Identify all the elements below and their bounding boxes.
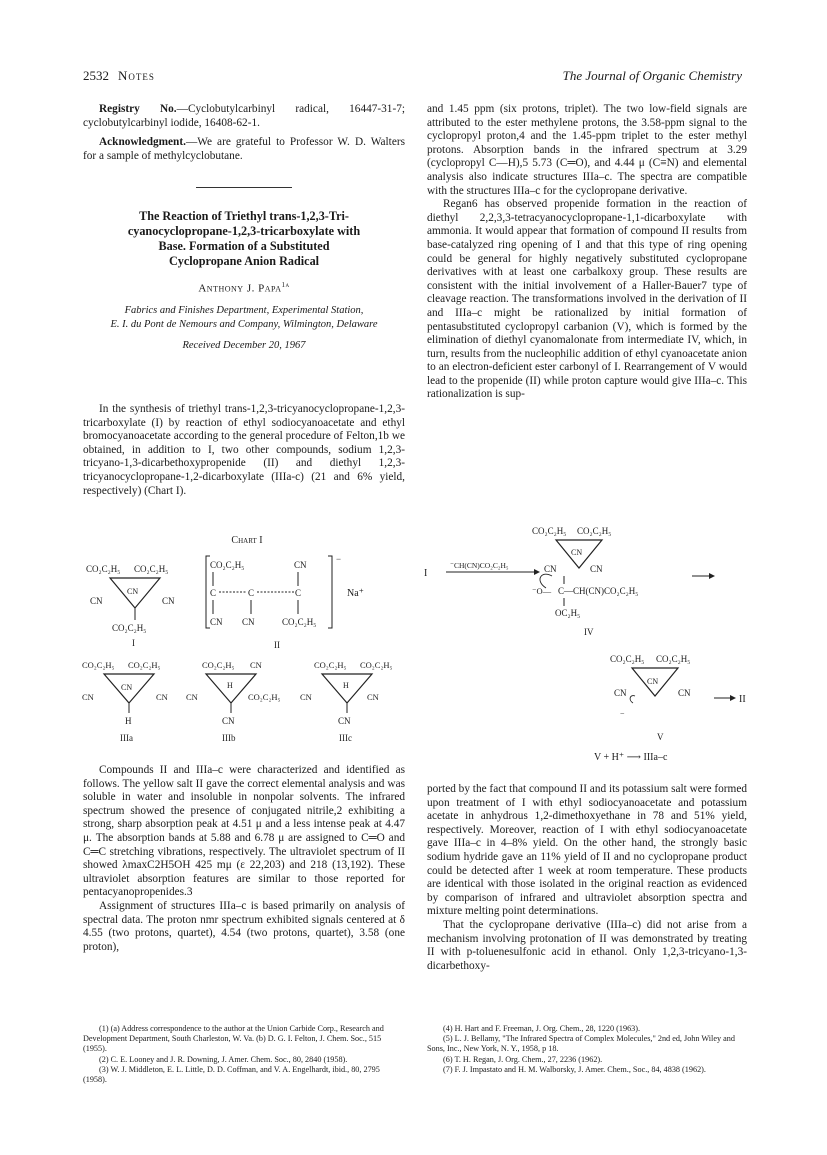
footnotes-left bbox=[83, 1024, 405, 1085]
affiliation-line1: Fabrics and Finishes Department, Experimental Station, bbox=[124, 305, 364, 317]
iv-oc2h5: OC₂H₅ bbox=[555, 608, 581, 618]
page-number: 2532 bbox=[83, 68, 109, 83]
affiliation-line2: E. I. du Pont de Nemours and Company, Wilmington, Delaware bbox=[110, 318, 378, 330]
label-iiib: IIIb bbox=[222, 733, 236, 743]
reaction-arrow-3-head bbox=[730, 695, 736, 701]
iv-ester-right: CO₂C₂H₅ bbox=[577, 526, 612, 536]
footnote-3: (3) W. J. Middleton, E. L. Little, D. D. Coffman, and V. A. Engelhardt, ibid., 80, 2795 (1958). bbox=[83, 1064, 380, 1085]
reaction-arrow-1-head bbox=[534, 569, 540, 575]
compound-i-cn-left: CN bbox=[90, 596, 103, 606]
iiib-cn-bottom: CN bbox=[222, 716, 235, 726]
product-ii: II bbox=[739, 694, 746, 705]
compound-ii-cn-top: CN bbox=[294, 560, 307, 570]
footnote-7: (7) F. J. Impastato and H. M. Walborsky, J. Amer. Chem., Soc., 84, 4838 (1962). bbox=[443, 1064, 706, 1074]
iv-substituent: C—CH(CN)CO₂C₂H₅ bbox=[558, 586, 639, 596]
left-top-block bbox=[83, 103, 405, 163]
right-para-1: and 1.45 ppm (six protons, triplet). The two low-field signals are attributed to the ester methylene protons, the 3.58-ppm signal to the cyclopropyl proton,4 and the 1.45-ppm triplet to the ester methyl protons. Absorption bands in the infrared spectrum at 3.29 (cyclopropyl C—H),5 5.73 (C═O), and 4.44 μ (C≡N) and elemental analysis also indicate structures IIIa–c. The spectra are compatible with the structures IIIa–c for the cyclopropane derivative. bbox=[427, 103, 747, 197]
compound-i-ester-bottom: CO₂C₂H₅ bbox=[112, 623, 147, 633]
iiic-ester-right: CO₂C₂H₅ bbox=[360, 660, 393, 670]
iiic-h: H bbox=[343, 681, 349, 690]
reagent-label: ⁻CH(CN)CO₂C₂H₅ bbox=[450, 561, 509, 570]
received-date: Received December 20, 1967 bbox=[182, 340, 306, 352]
iiib-ester-right: CO₂C₂H₅ bbox=[248, 692, 281, 702]
label-iiia: IIIa bbox=[120, 733, 133, 743]
article-header bbox=[83, 209, 405, 353]
iiic-cn-bottom: CN bbox=[338, 716, 351, 726]
v-cn-center: CN bbox=[647, 677, 659, 686]
iiia-cn-center: CN bbox=[121, 683, 133, 692]
reactant-i: I bbox=[424, 568, 428, 579]
compound-ii-charge: − bbox=[336, 554, 342, 564]
protonation-equation: V + H⁺ ⟶ IIIa–c bbox=[594, 752, 668, 763]
right-bottom-text bbox=[427, 783, 747, 973]
ack-label: Acknowledgment. bbox=[99, 136, 186, 149]
compound-ii-na: Na⁺ bbox=[347, 588, 364, 599]
v-ester-left: CO₂C₂H₅ bbox=[610, 654, 645, 664]
iiia-ester-left: CO₂C₂H₅ bbox=[82, 660, 115, 670]
compound-i-cn-center: CN bbox=[127, 587, 139, 596]
iiib-cn-left: CN bbox=[186, 692, 198, 702]
registry-label: Registry No. bbox=[99, 103, 177, 115]
iiic-cn-left: CN bbox=[300, 692, 312, 702]
iiic-ester-left: CO₂C₂H₅ bbox=[314, 660, 347, 670]
iv-cn-left: CN bbox=[544, 564, 557, 574]
v-cn-left: CN bbox=[614, 688, 627, 698]
separator-rule bbox=[196, 187, 292, 188]
iv-o-minus: ⁻O— bbox=[532, 586, 552, 596]
ack-text: —We are grateful to Professor W. D. Walters for a sample of methylcyclobutane. bbox=[83, 136, 405, 162]
right-para-2: Regan6 has observed propenide formation in the reaction of diethyl 2,2,3,3-tetracyanocyclopropane-1,1-dicarboxylate with ammonia. It would appear that formation of compound II results from base-catalyzed ring opening of I and that this type of ring opening could be general for highly negatively substituted cyclopropane derivatives with at least one carbalkoxy group. These results are consistent with the initial involvement of a Haller-Bauer7 type of cleavage reaction. The transformations involved in the derivation of II and IIIa–c might be rationalized by initial formation of pentasubstituted cyclopropyl carbanion (V), which is formed by the elimination of diethyl cyanomalonate from intermediate IV, which, in turn, results from the nucleophilic addition of ethyl cyanoacetate anion to an electron-deficient ester carbonyl of I. Rearrangement of V would lead to the propenide (II) while proton capture would give IIIa–c. This rationalization is sup- bbox=[427, 198, 747, 401]
right-para-4: That the cyclopropane derivative (IIIa–c) did not arise from a mechanism involving protonation of II was demonstrated by treating II with p-toluenesulfonic acid in ethanol. Only 1,2,3-tricyano-1,3-dicarbethoxy- bbox=[427, 918, 747, 972]
iv-cn-right: CN bbox=[590, 564, 603, 574]
footnotes-right bbox=[427, 1024, 747, 1075]
v-ester-right: CO₂C₂H₅ bbox=[656, 654, 691, 664]
iiib-cn-top: CN bbox=[250, 660, 262, 670]
iiic-cn-right: CN bbox=[367, 692, 379, 702]
footnote-5: (5) L. J. Bellamy, "The Infrared Spectra of Complex Molecules," 2nd ed, John Wiley and Sons, Inc., New York, N. Y., 1958, p 18. bbox=[427, 1034, 735, 1054]
compound-ii-c3: C bbox=[295, 588, 302, 598]
intro-paragraph: In the synthesis of triethyl trans-1,2,3-tricyanocyclopropane-1,2,3-tricarboxylate (I) by reaction of ethyl sodiocyanoacetate and ethyl bromocyanoacetate according to the general procedure of Felton,1b we obtained, in addition to I, two other compounds, sodium 1,2,3-tricyano-1,3-dicarbethoxypropenide (II) and diethyl 1,2,3-tricyanocyclopropane-1,2-dicarboxylate (IIIa-c) (21 and 6% yield, respectively) (Chart I). bbox=[83, 403, 405, 497]
iv-cn-center: CN bbox=[571, 548, 583, 557]
v-cn-right: CN bbox=[678, 688, 691, 698]
footnote-4: (4) H. Hart and F. Freeman, J. Org. Chem., 28, 1220 (1963). bbox=[443, 1024, 641, 1033]
compound-ii-c1: C bbox=[210, 588, 217, 598]
compound-ii-cn-b1: CN bbox=[210, 617, 223, 627]
chart-i-right bbox=[424, 518, 754, 774]
label-v: V bbox=[657, 732, 664, 742]
compound-ii-cn-b2: CN bbox=[242, 617, 255, 627]
compound-ii-ester-bottom: CO₂C₂H₅ bbox=[282, 617, 317, 627]
journal-title: The Journal of Organic Chemistry bbox=[562, 68, 742, 83]
chart-i-left bbox=[82, 528, 412, 750]
label-iiic: IIIc bbox=[339, 733, 352, 743]
compound-ii-c2: C bbox=[248, 588, 255, 598]
section-label: Notes bbox=[118, 68, 155, 83]
compound-ii-ester-top: CO₂C₂H₅ bbox=[210, 560, 245, 570]
footnote-6: (6) T. H. Regan, J. Org. Chem., 27, 2236 (1962). bbox=[443, 1054, 603, 1064]
registry-text: —Cyclobutylcarbinyl radical, 16447-31-7; cyclobutylcarbinyl iodide, 16408-62-1. bbox=[83, 103, 405, 129]
iiia-cn-right: CN bbox=[156, 692, 168, 702]
left-para-4: Assignment of structures IIIa–c is based primarily on analysis of spectral data. The proton nmr spectrum exhibited signals centered at δ 4.55 (two protons, quartet), 4.54 (two protons, quartet), 3.58 (one proton), bbox=[83, 899, 405, 953]
v-curved-arrow bbox=[630, 696, 635, 703]
compound-i-cn-right: CN bbox=[162, 596, 175, 606]
right-top-text bbox=[427, 103, 747, 402]
chart-title: Chart I bbox=[231, 535, 263, 546]
iiia-ester-right: CO₂C₂H₅ bbox=[128, 660, 161, 670]
compound-ii-bracket-right bbox=[328, 556, 332, 628]
iiib-ester: CO₂C₂H₅ bbox=[202, 660, 235, 670]
article-title-line1: The Reaction of Triethyl trans-1,2,3-Tri- bbox=[139, 209, 349, 223]
footnote-1: (1) (a) Address correspondence to the author at the Union Carbide Corp., Research and Development Department, South Charleston, W. Va. (b) D. G. I. Felton, J. Chem. Soc., 515 (1955). bbox=[83, 1024, 384, 1054]
reaction-arrow-2-head bbox=[709, 573, 715, 579]
author: Anthony J. Papa$^{1a}$ bbox=[198, 281, 290, 295]
label-i: I bbox=[132, 638, 135, 648]
label-iv: IV bbox=[584, 627, 594, 637]
iiib-h: H bbox=[227, 681, 233, 690]
label-ii: II bbox=[274, 640, 280, 650]
article-title-line2: cyanocyclopropane-1,2,3-tricarboxylate with bbox=[127, 224, 361, 238]
left-bottom-text bbox=[83, 764, 405, 954]
left-para-3: Compounds II and IIIa–c were characterized and identified as follows. The yellow salt II gave the correct elemental analysis and was soluble in water and insoluble in nonpolar solvents. The infrared spectrum showed the presence of conjugated nitrile,2 exhibiting a strong, sharp absorption peak at 4.51 μ and a less intense peak at 4.47 μ. The absorption bands at 5.88 and 6.78 μ are assigned to C═O and C═C stretching vibrations, respectively. The ultraviolet spectrum of II showed λmaxC2H5OH 425 mμ (ε 22,203) and 218 (13,192). These ultraviolet absorption features are similar to those reported for pentacyanopropenides.3 bbox=[83, 764, 405, 899]
article-title-line3: Base. Formation of a Substituted bbox=[158, 239, 330, 253]
footnote-2: (2) C. E. Looney and J. R. Downing, J. Amer. Chem. Soc., 80, 2840 (1958). bbox=[99, 1054, 348, 1064]
iiia-h: H bbox=[125, 716, 132, 726]
compound-i-ester-left: CO₂C₂H₅ bbox=[86, 564, 121, 574]
v-minus: − bbox=[620, 709, 625, 718]
iv-ester-left: CO₂C₂H₅ bbox=[532, 526, 567, 536]
right-para-3: ported by the fact that compound II and its potassium salt were formed upon treatment of I with ethyl sodiocyanoacetate and potassium acetate in anhydrous 1,2-dimethoxyethane in 78 and 51% yield, respectively. Moreover, reaction of I with ethyl sodiocyanoacetate gave IIIa–c in 4–8% yield. On the other hand, the strongly basic sodium hydride gave an 11% yield of II and no cyclopropane product could be detected after 1 week at room temperature. These products are identical with those isolated in the original reaction as evidenced by comparison of infrared and ultraviolet absorption spectra and mixture melting point determinations. bbox=[427, 783, 747, 918]
iiia-cn-left: CN bbox=[82, 692, 94, 702]
compound-i-ester-right: CO₂C₂H₅ bbox=[134, 564, 169, 574]
article-title-line4: Cyclopropane Anion Radical bbox=[168, 254, 320, 268]
